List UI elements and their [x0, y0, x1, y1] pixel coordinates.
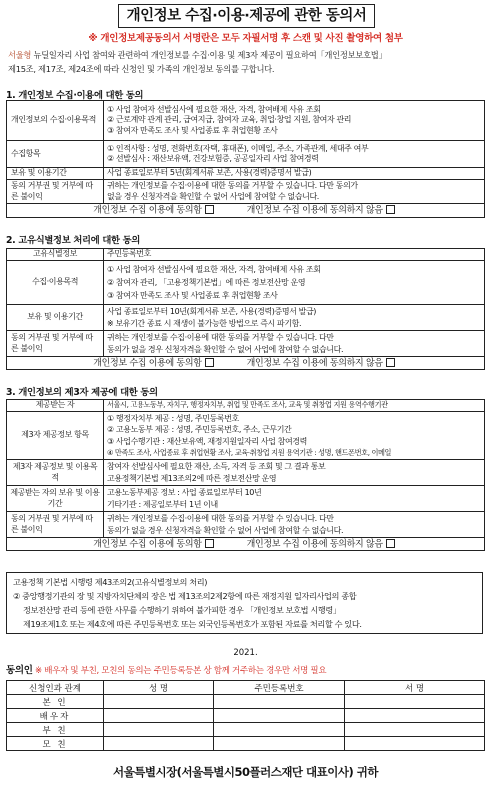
sign-row-relation: 모 친 [7, 737, 104, 751]
s3-refuse-cell [104, 512, 485, 538]
s3-consent-row [7, 538, 485, 551]
s1-retention-label: 보유 및 이용기간 [7, 168, 104, 180]
s2-refuse-cell [104, 331, 485, 357]
s3-use-label: 제3자 제공정보 및 이용목적 [7, 460, 104, 486]
s3-refuse-line: 동의가 없을 경우 신청자격을 확인할 수 없어 사업에 참여할 수 없습니다. [107, 525, 344, 535]
s3-item: ④ 만족도 조사, 사업종료 후 취업현황 조사, 교육·취창업 지원 용역기관 : 성명, 핸드폰번호, 이메일 [107, 448, 392, 457]
document-title: 개인정보 수집·이용·제공에 관한 동의서 [118, 4, 375, 28]
sign-header-signature: 서 명 [345, 681, 485, 695]
sign-header-rrn: 주민등록번호 [214, 681, 345, 695]
s1-items-label: 수집항목 [7, 141, 104, 168]
sign-name-cell[interactable] [104, 737, 214, 751]
s3-use-cell [104, 460, 485, 486]
s3-agree-checkbox[interactable] [205, 539, 214, 548]
sign-row-relation: 배우자 [7, 709, 104, 723]
s3-receiver-value: 서울시, 고용노동부, 자치구, 행정자치부, 취업 및 만족도 조사, 교육 및 취창업 지원 용역수행기관 [104, 400, 485, 412]
s2-consent-row [7, 357, 485, 370]
addressee-footer: 서울특별시장(서울특별시50플러스재단 대표이사) 귀하 [113, 765, 378, 779]
s1-purpose-item: ① 사업 참여자 선발심사에 필요한 재산, 자격, 참여배제 사유 조회 [107, 104, 321, 114]
s2-disagree-checkbox[interactable] [386, 358, 395, 367]
sign-rrn-cell[interactable] [214, 709, 345, 723]
s1-refuse-line: 귀하는 개인정보를 수집·이용에 대한 동의를 거부할 수 있습니다. 다만 동의가 [107, 181, 358, 190]
section-2-table [6, 248, 485, 370]
agree-note: ※ 배우자 및 부친, 모친의 동의는 주민등록등본 상 함께 거주하는 경우만 서명 필요 [35, 666, 327, 676]
s2-purpose-label: 수집·이용목적 [7, 261, 104, 305]
sign-signature-cell[interactable] [345, 723, 485, 737]
sign-rrn-cell[interactable] [214, 723, 345, 737]
s3-refuse-label: 동의 거부권 및 거부에 따른 불이익 [7, 512, 104, 538]
intro-line-1-text: 뉴딜일자리 사업 참여와 관련하여 개인정보를 수집·이용 및 제3자 제공이 필요하여「개인정보보호법」 [31, 50, 387, 60]
s3-refuse-line: 귀하는 개인정보를 수집·이용에 대한 동의를 거부할 수 있습니다. 다만 [107, 513, 334, 523]
sign-header-name: 성 명 [104, 681, 214, 695]
legal-line: 정보전산망 관리 등에 관한 사무를 수행하기 위하여 불가피한 경우 「개인정보 보호법 시행령」 [23, 605, 341, 615]
sign-name-cell[interactable] [104, 709, 214, 723]
s1-refuse-cell [104, 180, 485, 204]
signature-notice: ※ 개인정보제공동의서 서명란은 모두 자필서명 후 스캔 및 사진 촬영하여 첨부 [88, 33, 403, 44]
sign-rrn-cell[interactable] [214, 737, 345, 751]
agree-heading: 동의인 [6, 665, 33, 676]
intro-paragraph [8, 48, 484, 76]
sign-row-relation: 부 친 [7, 723, 104, 737]
s1-refuse-line: 없을 경우 신청자격을 확인할 수 없어 사업에 참여할 수 없습니다. [107, 191, 319, 201]
s2-type-value: 주민등록번호 [104, 249, 485, 261]
s3-receiver-label: 제공받는 자 [7, 400, 104, 412]
intro-org: 서울형 [8, 50, 32, 60]
s2-agree-checkbox[interactable] [205, 358, 214, 367]
s1-refuse-label: 동의 거부권 및 거부에 따른 불이익 [7, 180, 104, 204]
s1-agree-checkbox[interactable] [205, 205, 214, 214]
legal-line: 제19조제1호 또는 제4호에 따른 주민등록번호 또는 외국인등록번호가 포함된 자료를 처리할 수 있다. [23, 619, 362, 629]
s3-items-label: 제3자 제공정보 항목 [7, 412, 104, 460]
s3-item: ② 고용노동부 제공 : 성명, 주민등록번호, 주소, 근무기간 [107, 425, 292, 434]
s2-type-label: 고유식별정보 [7, 249, 104, 261]
s2-retention-line: 사업 종료일로부터 10년(회계서류 보존, 사용(경력)증명서 발급) [107, 306, 316, 316]
s2-consent-agree-label: 개인정보 수집 이용에 동의함 [93, 358, 202, 368]
sign-signature-cell[interactable] [345, 709, 485, 723]
s3-item: ③ 사업수행기관 : 재산보유액, 재정지원일자리 사업 참여경력 [107, 436, 307, 446]
agree-heading-line [6, 662, 326, 676]
date-field[interactable]: 2021. [233, 648, 258, 658]
s2-retention-label: 보유 및 이용기간 [7, 305, 104, 331]
s1-consent-agree-label: 개인정보 수집 이용에 동의함 [93, 205, 202, 216]
intro-line-2: 제15조, 제17조, 제24조에 따라 신청인 및 가족의 개인정보 동의를 구합니다. [8, 64, 275, 74]
s3-retention-label: 제공받는 자의 보유 및 이용기간 [7, 486, 104, 512]
legal-line: 고용정책 기본법 시행령 제43조의2(고유식별정보의 처리) [13, 577, 208, 587]
s3-item: ① 행정자치부 제공 : 성명, 주민등록번호 [107, 413, 239, 423]
s1-disagree-checkbox[interactable] [386, 205, 395, 214]
sign-rrn-cell[interactable] [214, 695, 345, 709]
sign-header-relation: 신청인과 관계 [7, 681, 104, 695]
s2-refuse-label: 동의 거부권 및 거부에 따른 불이익 [7, 331, 104, 357]
s2-consent-disagree-label: 개인정보 수집 이용에 동의하지 않음 [246, 358, 383, 368]
s3-use-line: 고용정책기본법 제13조의2에 따른 정보전산망 운영 [107, 473, 277, 483]
sign-name-cell[interactable] [104, 695, 214, 709]
sign-signature-cell[interactable] [345, 695, 485, 709]
legal-line: ② 중앙행정기관의 장 및 지방자치단체의 장은 법 제13조의2제2항에 따른 재정지원 일자리사업의 종합 [13, 591, 357, 601]
s3-use-line: 참여자 선발심사에 필요한 재산, 소득, 자격 등 조회 및 그 결과 통보 [107, 461, 326, 471]
s1-purpose-cell [104, 101, 485, 141]
s1-retention-value: 사업 종료일로부터 5년(회계서류 보존, 사용(경력)증명서 발급) [104, 168, 485, 180]
signature-table [6, 680, 485, 751]
section-3-table [6, 399, 485, 551]
s2-retention-line: ※ 보유기간 종료 시 재생이 불가능한 방법으로 즉시 파기함. [107, 318, 302, 328]
section-2-title: 2. 고유식별정보 처리에 대한 동의 [6, 235, 140, 246]
sign-row-relation: 본 인 [7, 695, 104, 709]
s3-disagree-checkbox[interactable] [386, 539, 395, 548]
sign-name-cell[interactable] [104, 723, 214, 737]
s3-retention-cell [104, 486, 485, 512]
section-1-table [6, 100, 485, 218]
s1-purpose-label: 개인정보의 수집·이용목적 [7, 101, 104, 141]
s3-retention-line: 기타기관 : 제공일로부터 1년 이내 [107, 499, 218, 509]
intro-line-1 [8, 48, 484, 62]
s2-purpose-item: ① 사업 참여자 선발심사에 필요한 재산, 자격, 참여배제 사유 조회 [107, 265, 321, 274]
s2-refuse-line: 동의가 없을 경우 신청자격을 확인할 수 없어 사업에 참여할 수 없습니다. [107, 344, 344, 354]
s3-consent-disagree-label: 개인정보 수집 이용에 동의하지 않음 [246, 539, 383, 549]
legal-reference-box [6, 572, 483, 634]
s2-retention-cell [104, 305, 485, 331]
s2-purpose-cell [104, 261, 485, 305]
s2-purpose-item: ② 참여자 관리, 「고용정책기본법」에 따른 정보전산망 운영 [107, 278, 306, 287]
section-1-title: 1. 개인정보 수집·이용에 대한 동의 [6, 90, 144, 101]
s1-item: ② 선발심사 : 재산보유액, 건강보험증, 공공일자리 사업 참여경력 [107, 154, 319, 163]
s3-retention-line: 고용노동부제공 정보 : 사업 종료일로부터 10년 [107, 487, 262, 497]
s1-consent-row [7, 204, 485, 218]
s1-purpose-item: ② 근로계약 관계 관리, 급여지급, 참여자 교육, 취업·창업 지원, 참여자 관리 [107, 115, 352, 125]
s1-purpose-item: ③ 참여자 만족도 조사 및 사업종료 후 취업현황 조사 [107, 125, 278, 135]
s1-items-cell [104, 141, 485, 168]
s1-item: ① 인적사항 : 성명, 전화번호(자택, 휴대폰), 이메일, 주소, 가족관계, 세대주 여부 [107, 143, 369, 153]
s2-purpose-item: ③ 참여자 만족도 조사 및 사업종료 후 취업현황 조사 [107, 291, 278, 300]
s2-refuse-line: 귀하는 개인정보를 수집·이용에 대한 동의를 거부할 수 있습니다. 다만 [107, 332, 334, 342]
s1-consent-disagree-label: 개인정보 수집 이용에 동의하지 않음 [246, 205, 383, 216]
s3-consent-agree-label: 개인정보 수집 이용에 동의함 [93, 539, 202, 549]
sign-signature-cell[interactable] [345, 737, 485, 751]
section-3-title: 3. 개인정보의 제3자 제공에 대한 동의 [6, 387, 158, 398]
s3-items-cell [104, 412, 485, 460]
